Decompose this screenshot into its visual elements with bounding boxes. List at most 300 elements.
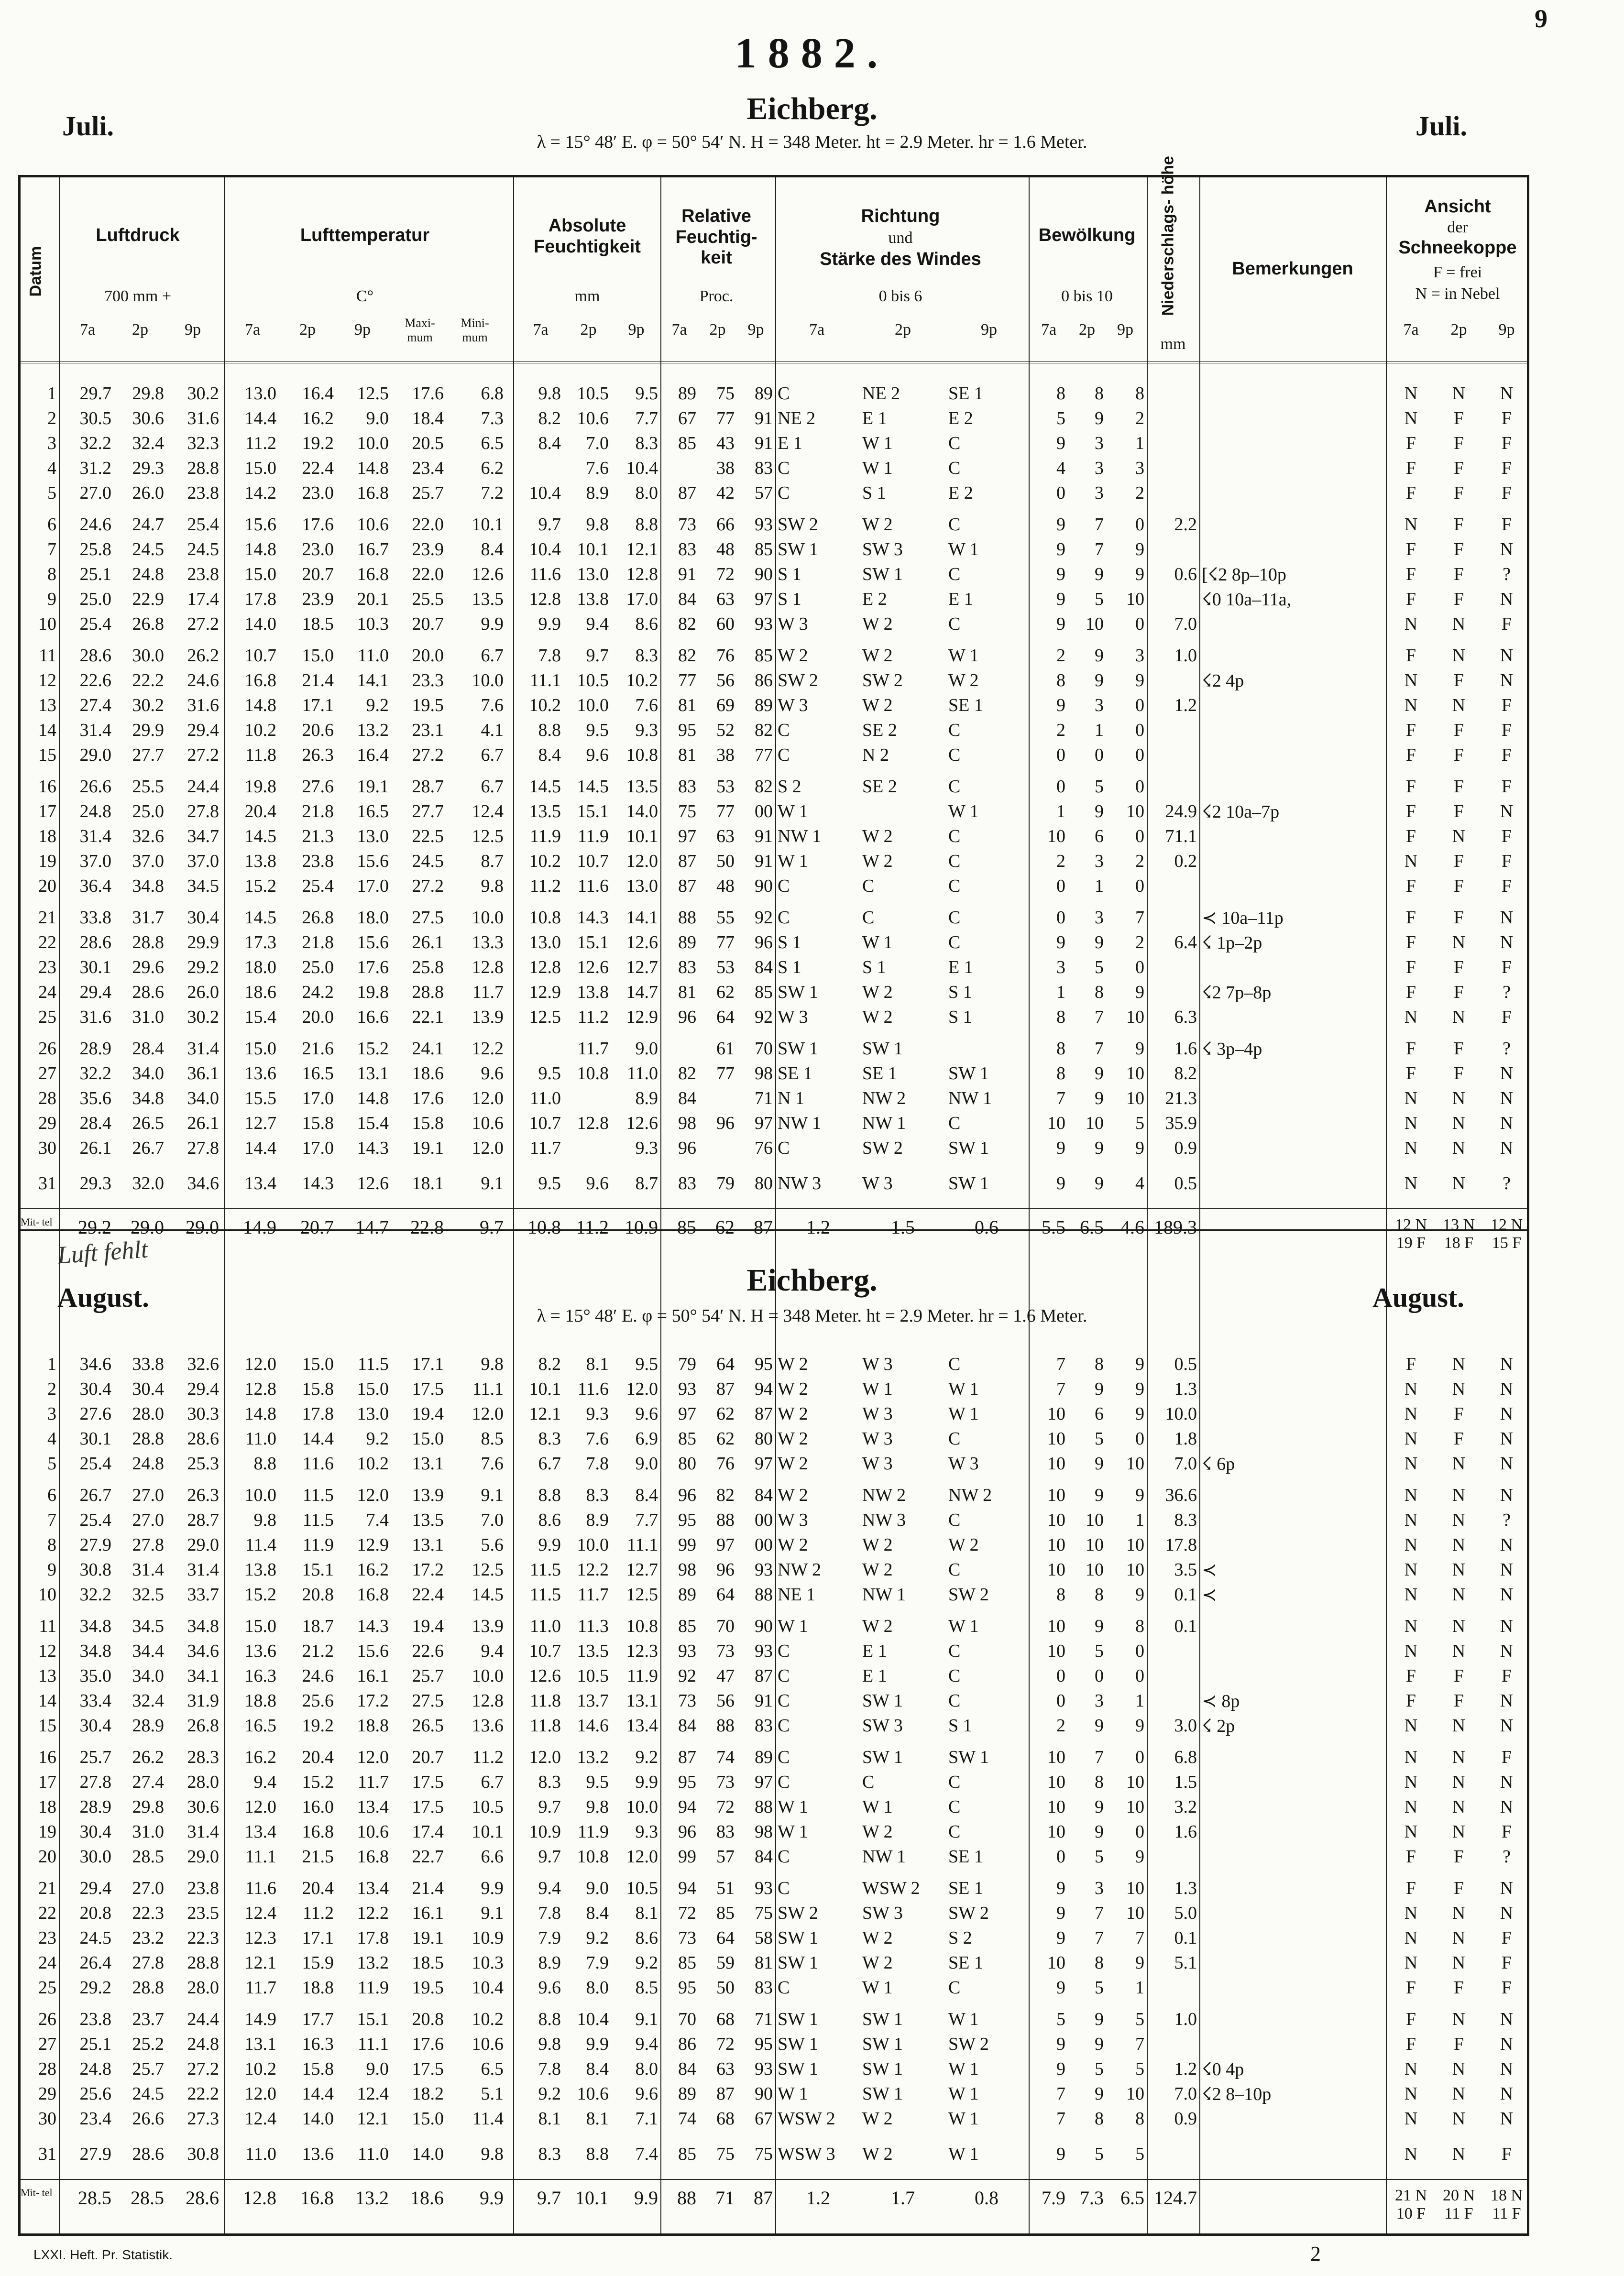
cell: 26.2	[187, 646, 219, 666]
cell: 77	[716, 932, 735, 952]
cell: 9.7	[538, 1797, 561, 1817]
cell: 32.4	[132, 1691, 164, 1711]
cell: 14.8	[244, 539, 276, 559]
cell: W 2	[862, 1822, 893, 1842]
cell: 24.5	[412, 851, 444, 871]
cell: NW 2	[862, 1088, 906, 1108]
table-header	[21, 156, 1527, 363]
cell: 0.1	[1174, 1585, 1197, 1605]
cell: 8.2	[538, 1354, 561, 1374]
cell: 6.7	[481, 777, 504, 797]
cell: 14.1	[626, 908, 658, 928]
cell: 22.3	[187, 1928, 219, 1948]
cell: 11.8	[529, 1716, 561, 1736]
cell: 7.9	[586, 1953, 609, 1973]
cell: F	[1501, 826, 1512, 846]
cell: 93	[678, 1379, 696, 1399]
cell: SW 3	[862, 1716, 903, 1736]
cell: 47	[716, 1666, 735, 1686]
cell: 28.7	[187, 1510, 219, 1530]
cell: 18.8	[302, 1978, 334, 1998]
cell: 25.4	[187, 514, 219, 535]
cell: N	[1452, 1953, 1466, 1973]
cell: SW 1	[862, 2009, 903, 2029]
cell: 13.1	[626, 1691, 658, 1711]
cell: 0	[1056, 908, 1065, 928]
cell: 27.7	[412, 801, 444, 821]
cell: 28.4	[132, 1039, 164, 1059]
lp-7a: 7a	[79, 321, 96, 339]
cell: 13.6	[472, 1716, 504, 1736]
cell: 17.5	[412, 1379, 444, 1399]
cell: 73	[678, 514, 696, 535]
header-abs-feuchtigkeit: Absolute Feuchtigkeit	[534, 216, 641, 257]
cell: 11.1	[472, 1379, 504, 1399]
cell: 10.1	[472, 1822, 504, 1842]
cell: 3	[1135, 646, 1144, 666]
cell: N	[1404, 614, 1418, 634]
table-row	[21, 1690, 1527, 1710]
table-row	[21, 1063, 1527, 1083]
cell: 11.2	[245, 433, 276, 453]
cell: 9	[1056, 589, 1065, 609]
cell: F	[1453, 908, 1464, 928]
page-number: 9	[1535, 4, 1547, 33]
cell: 22	[38, 1903, 56, 1923]
cell: 11.0	[357, 646, 389, 666]
cell: WSW 2	[862, 1878, 920, 1898]
cell: 62	[716, 982, 735, 1002]
cell: ☇0 4p	[1202, 2059, 1244, 2079]
cell: 8.4	[586, 2059, 609, 2079]
cell: 25.3	[187, 1454, 219, 1474]
cell: 89	[755, 695, 773, 715]
cell: 12.9	[529, 982, 561, 1002]
cell: 22.5	[412, 826, 444, 846]
cell: 10	[1047, 1454, 1065, 1474]
cell: 10	[1047, 1485, 1065, 1505]
cell: 20	[38, 876, 56, 896]
cell: ?	[1503, 1039, 1511, 1059]
cell: 10.1	[472, 514, 504, 535]
cell: C	[948, 826, 961, 846]
cell: 10.7	[244, 646, 276, 666]
cell: 5	[47, 1454, 56, 1474]
cell: 11.2	[529, 876, 561, 896]
cell: 14.5	[244, 908, 276, 928]
cell: 15.2	[357, 1039, 389, 1059]
cell: W 2	[862, 695, 893, 715]
cell: 18	[38, 1797, 56, 1817]
cell: 9.7	[538, 514, 561, 535]
cell: F	[1405, 982, 1416, 1002]
cell: NW 1	[862, 1113, 906, 1133]
cell: N	[1500, 932, 1514, 952]
cell: 9	[1056, 2059, 1065, 2079]
cell: F	[1405, 483, 1416, 503]
b-2p: 2p	[1079, 321, 1095, 339]
cell: 11.7	[529, 1138, 561, 1158]
cell: 9	[1095, 1822, 1104, 1842]
cell: 9.8	[481, 1354, 504, 1374]
cell: 6.5	[481, 2059, 504, 2079]
cell: 13.8	[244, 851, 276, 871]
cell: C	[948, 1429, 961, 1449]
w-7a: 7a	[809, 321, 825, 339]
cell: 75	[755, 1903, 773, 1923]
cell: 0	[1056, 745, 1065, 765]
cell: 12.9	[357, 1535, 389, 1555]
table-row	[21, 720, 1527, 740]
cell: 73	[716, 1641, 735, 1661]
cell: W 2	[862, 1535, 893, 1555]
cell: 27	[38, 1063, 56, 1083]
cell: 33.4	[79, 1691, 111, 1711]
cell: 9.6	[635, 1404, 658, 1424]
table-row	[21, 1846, 1527, 1866]
cell: 0.9	[1174, 1138, 1197, 1158]
cell: 5	[1095, 957, 1104, 977]
cell: 85	[678, 1429, 696, 1449]
cell: C	[778, 1847, 790, 1867]
cell: C	[778, 458, 790, 478]
cell: 34.8	[79, 1616, 111, 1636]
cell: 34.8	[132, 876, 164, 896]
cell: 30.4	[187, 908, 219, 928]
cell: N	[1452, 1088, 1466, 1108]
table-row	[21, 589, 1527, 609]
cell: 23	[38, 957, 56, 977]
cell: 16.5	[244, 1716, 276, 1736]
cell: W 3	[778, 614, 808, 634]
cell: 25	[38, 1007, 56, 1027]
cell: 30.8	[187, 2144, 219, 2164]
cell: 27.4	[79, 695, 111, 715]
cell: 16.7	[357, 539, 389, 559]
cell: 7.6	[586, 1429, 609, 1449]
cell: 34.6	[187, 1173, 219, 1193]
cell: 17.0	[302, 1088, 334, 1108]
cell: 10.2	[244, 720, 276, 740]
cell: 8.4	[481, 539, 504, 559]
cell: 12.6	[529, 1666, 561, 1686]
cell: 75	[716, 2144, 735, 2164]
cell: 9.0	[366, 2059, 389, 2079]
lt-7a: 7a	[244, 321, 261, 339]
cell: W 2	[862, 1560, 893, 1580]
cell: 17.6	[412, 383, 444, 404]
cell: 93	[755, 1878, 773, 1898]
cell: N	[1404, 1429, 1418, 1449]
table-row	[21, 907, 1527, 927]
mean-cell: 9.7	[537, 2187, 561, 2209]
cell: SW 1	[778, 539, 818, 559]
af-7a: 7a	[533, 321, 549, 339]
cell: 81	[678, 745, 696, 765]
cell: 2.2	[1174, 514, 1197, 535]
cell: 67	[678, 408, 696, 428]
cell: 5	[1095, 1641, 1104, 1661]
cell: 38	[716, 458, 735, 478]
cell: 76	[755, 1138, 773, 1158]
cell: 8.7	[635, 1173, 658, 1193]
table-row	[21, 482, 1527, 503]
cell: ?	[1503, 1173, 1511, 1193]
cell: 13.2	[577, 1747, 609, 1767]
cell: 14.0	[244, 614, 276, 634]
table-row	[21, 514, 1527, 534]
cell: N	[1500, 1088, 1514, 1108]
cell: 0	[1135, 514, 1144, 535]
cell: NW 2	[948, 1485, 992, 1505]
cell: 17.8	[357, 1928, 389, 1948]
cell: 10.0	[577, 695, 609, 715]
cell: C	[778, 1772, 790, 1792]
cell: 12.4	[244, 2109, 276, 2129]
cell: 10.7	[577, 851, 609, 871]
cell: F	[1453, 564, 1464, 584]
cell: 18.0	[357, 908, 389, 928]
cell: 8	[1056, 1585, 1065, 1605]
cell: 7	[1135, 2034, 1144, 2054]
cell: 2	[1135, 851, 1144, 871]
cell: 27.9	[79, 2144, 111, 2164]
cell: W 2	[778, 1485, 808, 1505]
cell: N	[1500, 1691, 1514, 1711]
cell: C	[778, 1138, 790, 1158]
cell: 0.5	[1174, 1354, 1197, 1374]
cell: 22.2	[187, 2084, 219, 2104]
cell: 85	[678, 1616, 696, 1636]
cell: 7.6	[586, 458, 609, 478]
cell: 9	[1056, 514, 1065, 535]
cell: 6.4	[1174, 932, 1197, 952]
header-bew-unit: 0 bis 10	[1061, 287, 1113, 305]
august-coords: λ = 15° 48′ E. φ = 50° 54′ N. H = 348 Meter. ht = 2.9 Meter. hr = 1.6 Meter.	[537, 1306, 1087, 1326]
cell: 91	[755, 826, 773, 846]
cell: 8.8	[538, 2009, 561, 2029]
cell: 7.0	[586, 433, 609, 453]
cell: 20.4	[302, 1878, 334, 1898]
cell: SW 1	[862, 2034, 903, 2054]
cell: 25.2	[132, 2034, 164, 2054]
cell: 9	[1056, 2034, 1065, 2054]
cell: 96	[678, 1822, 696, 1842]
cell: 0	[1135, 745, 1144, 765]
cell: 16.4	[302, 383, 334, 404]
cell: 12.8	[472, 1691, 504, 1711]
cell: 9	[1056, 695, 1065, 715]
cell: F	[1405, 801, 1416, 821]
cell: 10.3	[472, 1953, 504, 1973]
cell: W 1	[778, 1822, 808, 1842]
cell: W 3	[778, 1510, 808, 1530]
header-ansicht-d: F = frei	[1433, 263, 1482, 281]
cell: C	[778, 1878, 790, 1898]
cell: ≺	[1202, 1560, 1217, 1580]
cell: 70	[716, 1616, 735, 1636]
lp-2p: 2p	[132, 321, 148, 339]
cell: 18.6	[412, 1063, 444, 1083]
table-row	[21, 2144, 1527, 2164]
cell: N	[1452, 826, 1466, 846]
cell: 62	[716, 1429, 735, 1449]
cell: 14.3	[357, 1616, 389, 1636]
cell: 18	[38, 826, 56, 846]
cell: 8.1	[586, 2109, 609, 2129]
cell: C	[948, 614, 961, 634]
cell: 14.2	[244, 483, 276, 503]
cell: 30	[38, 1138, 56, 1158]
cell: 15.2	[302, 1772, 334, 1792]
cell: N	[1452, 2059, 1466, 2079]
cell: 14.8	[244, 1404, 276, 1424]
cell: 28.5	[132, 1847, 164, 1867]
cell: 8.3	[635, 433, 658, 453]
cell: 89	[678, 2084, 696, 2104]
cell: 6.8	[1174, 1747, 1197, 1767]
cell: 8	[1095, 383, 1104, 404]
cell: 24.4	[187, 777, 219, 797]
cell: F	[1501, 1953, 1512, 1973]
cell: W 2	[948, 670, 979, 690]
header-nieder-unit: mm	[1160, 335, 1186, 353]
cell: W 2	[862, 1616, 893, 1636]
cell: 34.0	[132, 1666, 164, 1686]
cell: W 2	[862, 646, 893, 666]
cell: 83	[678, 777, 696, 797]
a-2p: 2p	[1450, 321, 1467, 339]
cell: 13.0	[357, 826, 389, 846]
cell: 10	[1126, 1878, 1144, 1898]
cell: N	[1452, 646, 1466, 666]
cell: 15.2	[244, 876, 276, 896]
b-7a: 7a	[1041, 321, 1057, 339]
mean-cell: 29.0	[186, 1216, 219, 1238]
cell: N	[1404, 670, 1418, 690]
cell: 8.8	[253, 1454, 276, 1474]
cell: 12.0	[472, 1404, 504, 1424]
cell: 10	[38, 1585, 56, 1605]
mean-row	[21, 2179, 1527, 2223]
cell: 19.4	[412, 1404, 444, 1424]
cell: 9.5	[635, 383, 658, 404]
cell: NW 2	[778, 1560, 822, 1580]
cell: 23.9	[302, 589, 334, 609]
mean-cell: 29.0	[131, 1216, 164, 1238]
cell: F	[1405, 589, 1416, 609]
cell: 37.0	[132, 851, 164, 871]
cell: 11.8	[245, 745, 276, 765]
cell: 17.8	[1165, 1535, 1197, 1555]
cell: 21.4	[302, 670, 334, 690]
cell: N	[1404, 2144, 1418, 2164]
cell: 7.1	[635, 2109, 658, 2129]
rf-7a: 7a	[671, 321, 687, 339]
cell: F	[1405, 564, 1416, 584]
cell: 22.0	[412, 514, 444, 535]
cell: 8	[1095, 1585, 1104, 1605]
cell: 18.7	[302, 1616, 334, 1636]
cell: C	[948, 1666, 961, 1686]
mean-cell: 13 N 18 F	[1442, 1216, 1475, 1252]
cell: E 1	[948, 589, 973, 609]
cell: 3	[1095, 1878, 1104, 1898]
cell: 1	[1095, 876, 1104, 896]
cell: 6.8	[481, 383, 504, 404]
cell: 95	[678, 1772, 696, 1792]
table-row	[21, 982, 1527, 1002]
cell: 26.0	[187, 982, 219, 1002]
table-row	[21, 670, 1527, 690]
table-row	[21, 1534, 1527, 1554]
cell: 20.0	[412, 646, 444, 666]
cell: 34.5	[187, 876, 219, 896]
cell: 10	[1126, 1772, 1144, 1792]
cell: 53	[716, 777, 735, 797]
cell: 96	[678, 1138, 696, 1158]
cell: 30.4	[79, 1716, 111, 1736]
cell: 23.7	[132, 2009, 164, 2029]
cell: NE 2	[862, 383, 900, 404]
cell: 25.4	[79, 614, 111, 634]
cell: 76	[716, 646, 735, 666]
cell: N	[1452, 1173, 1466, 1193]
cell: 9.9	[538, 1535, 561, 1555]
cell: 14.3	[302, 1173, 334, 1193]
cell: N	[1404, 1585, 1418, 1605]
cell: C	[778, 383, 790, 404]
table-row	[21, 2034, 1527, 2054]
table-row	[21, 801, 1527, 821]
cell: W 2	[778, 1535, 808, 1555]
header-bewoelkung: Bewölkung	[1038, 225, 1136, 245]
cell: 75	[678, 801, 696, 821]
cell: 12.5	[529, 1007, 561, 1027]
cell: ☇ 1p–2p	[1202, 933, 1262, 953]
cell: 94	[755, 1379, 773, 1399]
cell: 30.8	[79, 1560, 111, 1580]
cell: 9.7	[538, 1847, 561, 1867]
cell: 10	[1126, 1007, 1144, 1027]
table-row	[21, 1173, 1527, 1193]
mean-cell: 71	[715, 2187, 735, 2209]
cell: N	[1500, 2084, 1514, 2104]
cell: 5	[1095, 1429, 1104, 1449]
cell: 26.2	[132, 1747, 164, 1767]
cell: 83	[678, 1173, 696, 1193]
cell: 27.8	[187, 801, 219, 821]
cell: 23.0	[302, 483, 334, 503]
header-abs-unit: mm	[574, 287, 600, 305]
cell: N	[1452, 1772, 1466, 1792]
cell: 19.2	[302, 1716, 334, 1736]
cell: 13.9	[412, 1485, 444, 1505]
cell: 9.9	[481, 1878, 504, 1898]
cell: N	[1404, 1928, 1418, 1948]
mean-cell: 10.9	[625, 1216, 658, 1238]
cell: 15.6	[357, 851, 389, 871]
cell: E 1	[862, 1641, 887, 1661]
header-ansicht-c: Schneekoppe	[1398, 238, 1517, 258]
cell: ☇0 10a–11a,	[1202, 590, 1292, 610]
cell: 8.1	[635, 1903, 658, 1923]
cell: F	[1453, 982, 1464, 1002]
cell: 15.0	[244, 1616, 276, 1636]
cell: 28.8	[132, 1978, 164, 1998]
mean-cell: 12 N 19 F	[1394, 1216, 1427, 1252]
cell: 3	[1095, 695, 1104, 715]
